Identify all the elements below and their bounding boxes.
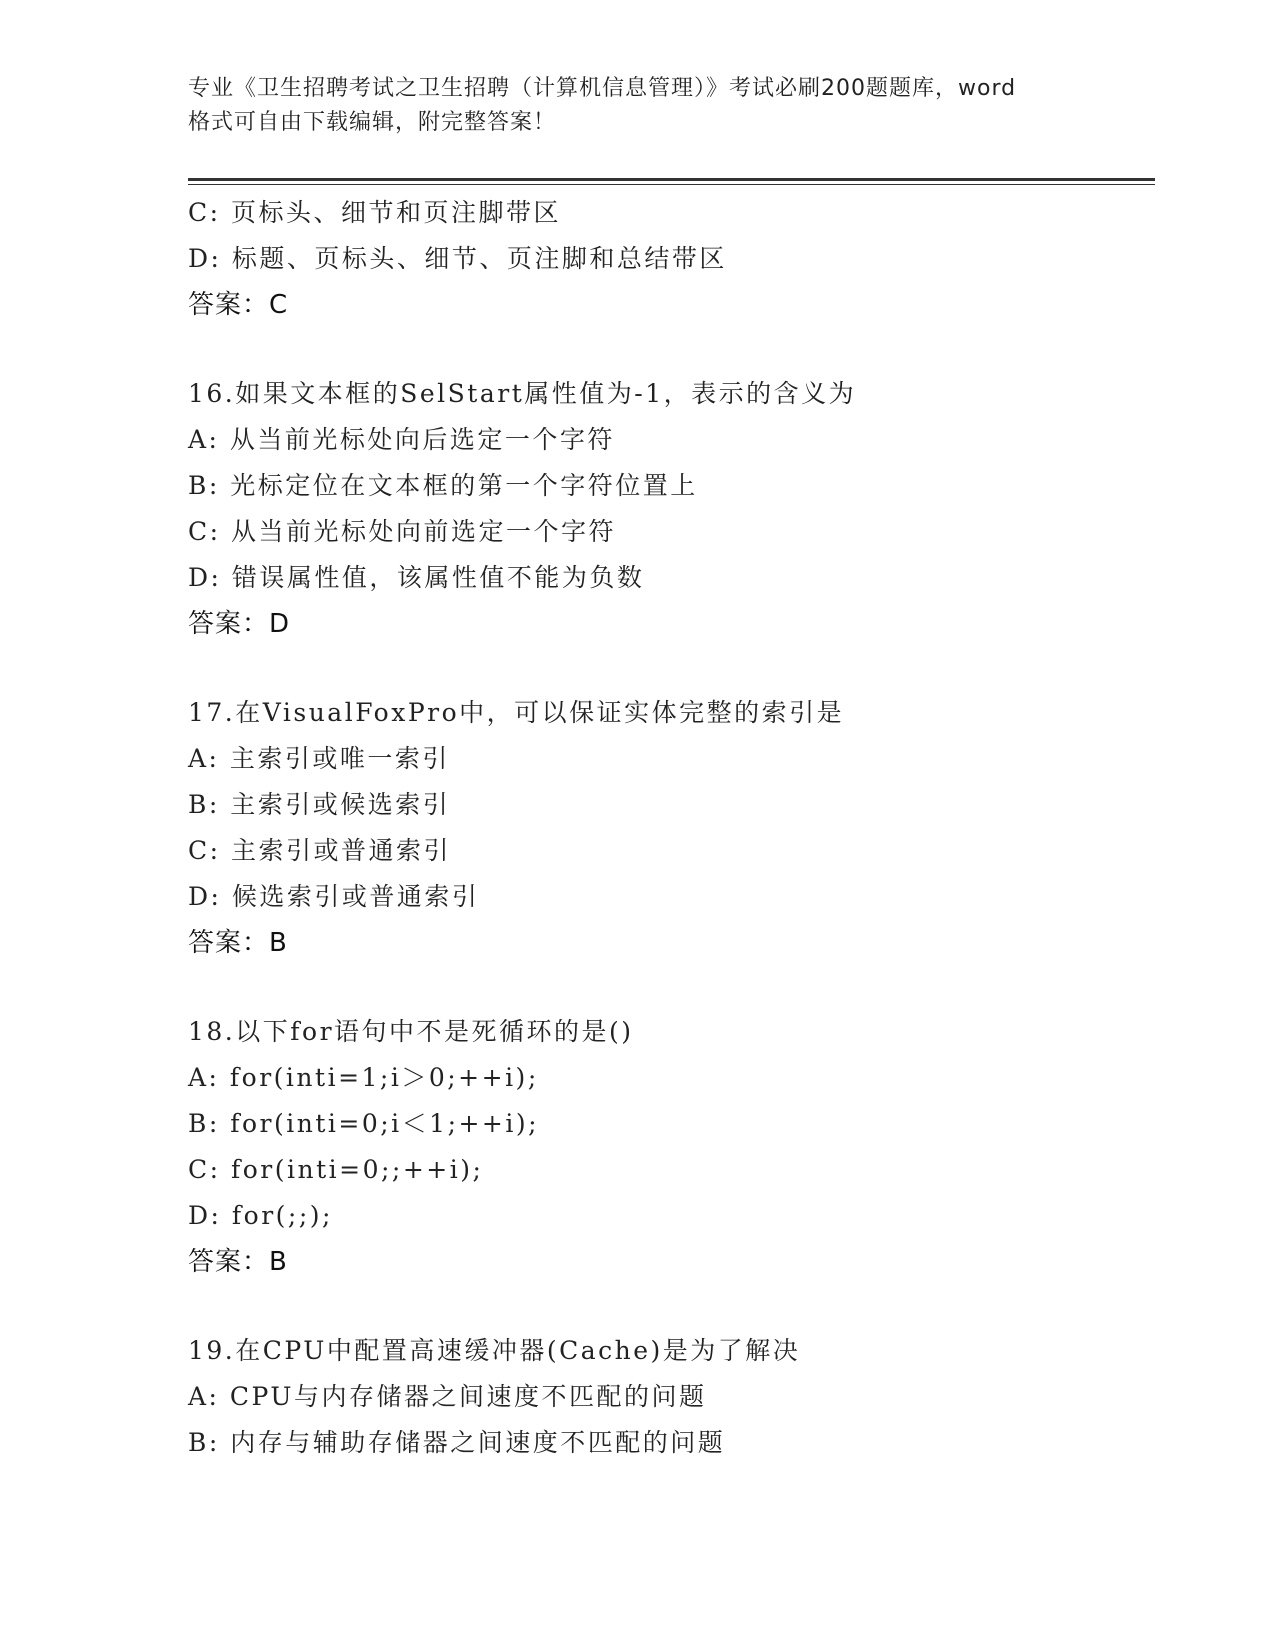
answer-line: 答案：D	[188, 609, 291, 639]
option-c: C: for(inti=0;;++i);	[188, 1155, 484, 1184]
question-17	[188, 690, 1148, 966]
question-19	[188, 1328, 1148, 1466]
option-a: A: 从当前光标处向后选定一个字符	[188, 425, 615, 454]
spacer	[188, 647, 1148, 690]
option-c: C: 主索引或普通索引	[188, 836, 451, 865]
header-line-1: 专业《卫生招聘考试之卫生招聘（计算机信息管理）》考试必刷200题题库，word	[188, 76, 1017, 101]
option-d: D: 标题、页标头、细节、页注脚和总结带区	[188, 244, 727, 273]
option-d: D: 错误属性值，该属性值不能为负数	[188, 563, 645, 592]
option-b: B: 光标定位在文本框的第一个字符位置上	[188, 471, 698, 500]
answer-line: 答案：B	[188, 1247, 288, 1277]
option-a: A: for(inti=1;i＞0;++i);	[188, 1063, 539, 1092]
option-d: D: 候选索引或普通索引	[188, 882, 480, 911]
question-stem: 19.在CPU中配置高速缓冲器(Cache)是为了解决	[188, 1336, 801, 1365]
spacer	[188, 1285, 1148, 1328]
option-b: B: 主索引或候选索引	[188, 790, 451, 819]
question-list	[188, 190, 1148, 1466]
option-b: B: for(inti=0;i＜1;++i);	[188, 1109, 540, 1138]
header-divider-thin	[188, 184, 1155, 185]
spacer	[188, 328, 1148, 371]
question-16	[188, 371, 1148, 647]
question-stem: 18.以下for语句中不是死循环的是()	[188, 1017, 634, 1046]
question-stem: 17.在VisualFoxPro中，可以保证实体完整的索引是	[188, 698, 845, 727]
answer-line: 答案：B	[188, 928, 288, 958]
spacer	[188, 966, 1148, 1009]
option-a: A: CPU与内存储器之间速度不匹配的问题	[188, 1382, 707, 1411]
question-stem: 16.如果文本框的SelStart属性值为-1，表示的含义为	[188, 379, 857, 408]
answer-line: 答案：C	[188, 290, 289, 320]
option-b: B: 内存与辅助存储器之间速度不匹配的问题	[188, 1428, 726, 1457]
document-header	[188, 72, 1108, 140]
option-c: C: 页标头、细节和页注脚带区	[188, 198, 561, 227]
option-a: A: 主索引或唯一索引	[188, 744, 450, 773]
option-c: C: 从当前光标处向前选定一个字符	[188, 517, 616, 546]
question-18	[188, 1009, 1148, 1285]
header-line-2: 格式可自由下载编辑，附完整答案！	[188, 110, 557, 135]
question-15-continued	[188, 190, 1148, 328]
header-divider-thick	[188, 178, 1155, 181]
option-d: D: for(;;);	[188, 1201, 333, 1230]
